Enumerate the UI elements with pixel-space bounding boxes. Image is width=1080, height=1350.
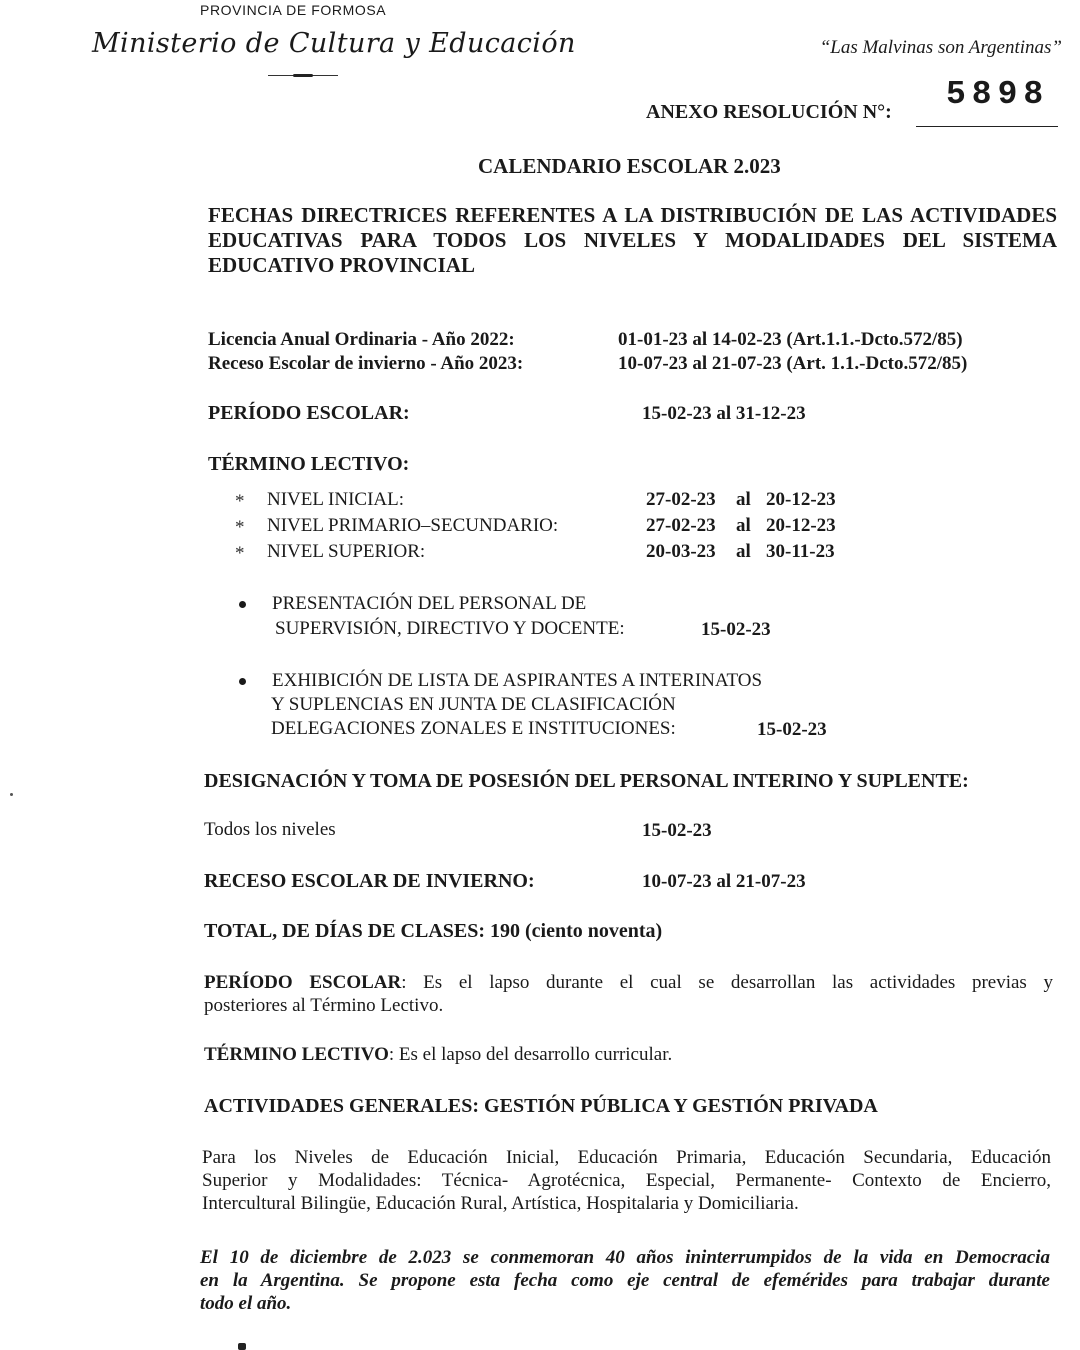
level-from: 27-02-23 bbox=[646, 515, 716, 536]
definicion-term: TÉRMINO LECTIVO bbox=[204, 1044, 389, 1065]
level-name: NIVEL PRIMARIO–SECUNDARIO: bbox=[267, 515, 559, 536]
receso-escolar-label: RECESO ESCOLAR DE INVIERNO: bbox=[204, 870, 535, 892]
paragraph-line: Intercultural Bilingüe, Educación Rural, Artística, Hospitalaria y Domiciliaria. bbox=[202, 1193, 799, 1214]
scan-speck bbox=[238, 1343, 246, 1350]
asterisk-icon: * bbox=[235, 543, 245, 564]
heading-line: EDUCATIVAS PARA TODOS LOS NIVELES Y MODALIDADES DEL SISTEMA bbox=[208, 228, 1057, 252]
periodo-label: PERÍODO ESCOLAR: bbox=[208, 402, 410, 424]
province-name: PROVINCIA DE FORMOSA bbox=[200, 2, 387, 18]
exhibicion-line3: DELEGACIONES ZONALES E INSTITUCIONES: bbox=[271, 718, 676, 739]
paragraph-line: El 10 de diciembre de 2.023 se conmemoran 40 años ininterrumpidos de la vida en Democracia bbox=[200, 1247, 1050, 1268]
ministry-name: Ministerio de Cultura y Educación bbox=[92, 28, 576, 59]
definicion-periodo bbox=[204, 971, 1053, 1017]
exhibicion-date: 15-02-23 bbox=[757, 719, 827, 740]
termino-label: TÉRMINO LECTIVO: bbox=[208, 453, 410, 475]
directive-heading bbox=[208, 203, 1057, 278]
definicion-text: posteriores al Término Lectivo. bbox=[204, 995, 444, 1016]
definicion-text: : Es el lapso del desarrollo curricular. bbox=[388, 1044, 673, 1065]
presentacion-line1: PRESENTACIÓN DEL PERSONAL DE bbox=[272, 593, 587, 614]
paragraph-line: Superior y Modalidades: Técnica- Agrotécnica, Especial, Permanente- Contexto de Encierro, bbox=[202, 1170, 1051, 1191]
definicion-text: : Es el lapso durante el cual se desarrollan las actividades previas y bbox=[401, 972, 1054, 993]
resolution-number: 5898 bbox=[946, 76, 1050, 113]
asterisk-icon: * bbox=[235, 517, 245, 538]
presentacion-date: 15-02-23 bbox=[701, 619, 771, 640]
exhibicion-line2: Y SUPLENCIAS EN JUNTA DE CLASIFICACIÓN bbox=[271, 694, 676, 715]
actividades-paragraph bbox=[202, 1146, 1051, 1215]
annex-label: ANEXO RESOLUCIÓN N°: bbox=[646, 101, 892, 123]
header-ornament bbox=[268, 74, 338, 77]
exhibicion-line1: EXHIBICIÓN DE LISTA DE ASPIRANTES A INTERINATOS bbox=[272, 670, 763, 691]
democracia-paragraph bbox=[200, 1246, 1050, 1315]
total-dias: TOTAL, DE DÍAS DE CLASES: 190 (ciento noventa) bbox=[204, 920, 663, 942]
level-from: 20-03-23 bbox=[646, 541, 716, 562]
level-to: 20-12-23 bbox=[766, 515, 836, 536]
level-from: 27-02-23 bbox=[646, 489, 716, 510]
bullet-icon bbox=[239, 678, 246, 685]
level-to: 20-12-23 bbox=[766, 489, 836, 510]
receso-invierno-value: 10-07-23 al 21-07-23 (Art. 1.1.-Dcto.572/85) bbox=[618, 353, 968, 374]
resolution-underline bbox=[916, 126, 1058, 127]
licencia-value: 01-01-23 al 14-02-23 (Art.1.1.-Dcto.572/85) bbox=[618, 329, 963, 350]
level-sep: al bbox=[736, 541, 751, 562]
receso-invierno-label: Receso Escolar de invierno - Año 2023: bbox=[208, 353, 524, 374]
level-sep: al bbox=[736, 515, 751, 536]
designacion-heading: DESIGNACIÓN Y TOMA DE POSESIÓN DEL PERSONAL INTERINO Y SUPLENTE: bbox=[204, 770, 969, 792]
licencia-label: Licencia Anual Ordinaria - Año 2022: bbox=[208, 329, 515, 350]
receso-escolar-value: 10-07-23 al 21-07-23 bbox=[642, 871, 806, 892]
level-name: NIVEL INICIAL: bbox=[267, 489, 405, 510]
paragraph-line: en la Argentina. Se propone esta fecha como eje central de efemérides para trabajar durante bbox=[200, 1270, 1050, 1291]
document-title: CALENDARIO ESCOLAR 2.023 bbox=[478, 154, 781, 178]
paragraph-line: todo el año. bbox=[200, 1293, 292, 1314]
level-sep: al bbox=[736, 489, 751, 510]
level-to: 30-11-23 bbox=[766, 541, 835, 562]
periodo-value: 15-02-23 al 31-12-23 bbox=[642, 403, 806, 424]
scan-speck bbox=[10, 793, 13, 796]
presentacion-line2: SUPERVISIÓN, DIRECTIVO Y DOCENTE: bbox=[275, 618, 625, 639]
motto: “Las Malvinas son Argentinas” bbox=[819, 37, 1062, 58]
heading-line: EDUCATIVO PROVINCIAL bbox=[208, 253, 475, 277]
designacion-label: Todos los niveles bbox=[204, 819, 336, 840]
bullet-icon bbox=[239, 601, 246, 608]
actividades-heading: ACTIVIDADES GENERALES: GESTIÓN PÚBLICA Y GESTIÓN PRIVADA bbox=[204, 1095, 878, 1117]
heading-line: FECHAS DIRECTRICES REFERENTES A LA DISTRIBUCIÓN DE LAS ACTIVIDADES bbox=[208, 203, 1057, 227]
paragraph-line: Para los Niveles de Educación Inicial, Educación Primaria, Educación Secundaria, Educación bbox=[202, 1147, 1051, 1168]
asterisk-icon: * bbox=[235, 491, 245, 512]
definicion-term: PERÍODO ESCOLAR bbox=[204, 972, 402, 993]
designacion-date: 15-02-23 bbox=[642, 820, 712, 841]
definicion-termino bbox=[204, 1044, 672, 1066]
level-name: NIVEL SUPERIOR: bbox=[267, 541, 426, 562]
